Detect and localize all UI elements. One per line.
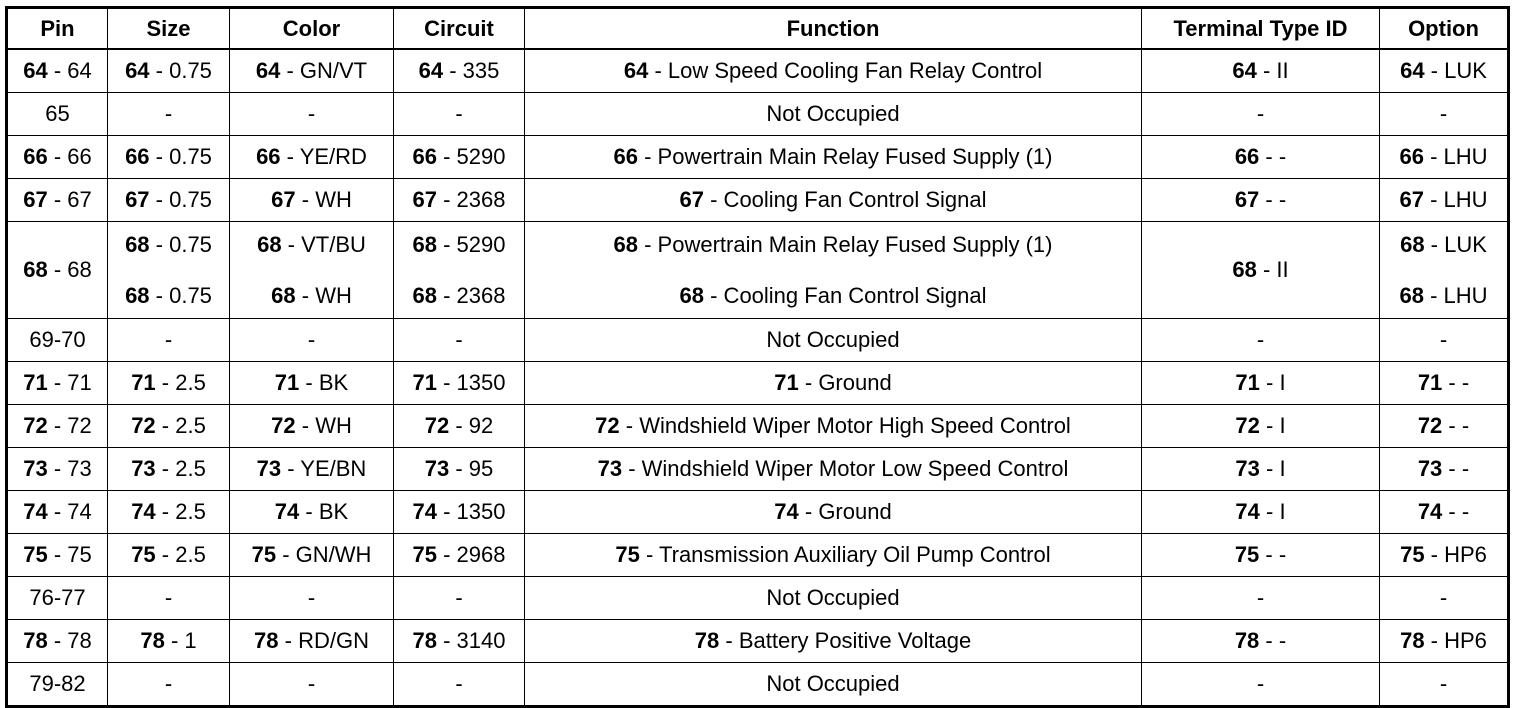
cell-terminal-type-id xyxy=(1142,93,1380,136)
pin-number: 68 xyxy=(1400,231,1425,257)
cell-function xyxy=(525,136,1142,179)
pin-number: 64 xyxy=(255,58,281,84)
cell-option xyxy=(1380,222,1509,319)
cell-color xyxy=(230,49,394,93)
cell-color xyxy=(230,362,394,405)
cell-value: Not Occupied xyxy=(766,585,900,611)
cell-value: - 73 xyxy=(47,456,92,482)
pin-number: 78 xyxy=(412,628,437,654)
table-row xyxy=(7,136,1509,179)
cell-option xyxy=(1380,620,1509,663)
cell-terminal-type-id xyxy=(1142,362,1380,405)
cell-option xyxy=(1380,362,1509,405)
pin-number: 75 xyxy=(1400,542,1425,568)
cell-value: - I xyxy=(1259,370,1286,396)
cell-circuit xyxy=(394,179,525,222)
cell-value: - 67 xyxy=(47,187,92,213)
cell-size xyxy=(108,448,230,491)
cell-value: - 68 xyxy=(47,257,92,283)
table-row xyxy=(7,49,1509,93)
cell-terminal-type-id xyxy=(1142,663,1380,707)
pin-number: 68 xyxy=(412,283,437,308)
cell-value: - LHU xyxy=(1423,283,1488,308)
cell-terminal-type-id xyxy=(1142,222,1380,319)
cell-value: - xyxy=(307,585,316,611)
cell-value: - xyxy=(1439,327,1448,353)
pin-number: 68 xyxy=(23,257,48,283)
cell-circuit xyxy=(394,534,525,577)
pin-number: 68 xyxy=(1232,257,1257,283)
pin-number: 74 xyxy=(774,499,799,525)
cell-function xyxy=(525,362,1142,405)
cell-value: - WH xyxy=(295,187,352,213)
cell-value: - 2968 xyxy=(436,542,506,568)
cell-function xyxy=(525,663,1142,707)
cell-circuit xyxy=(394,136,525,179)
col-header-function: Function xyxy=(525,8,1142,50)
cell-size xyxy=(108,491,230,534)
pin-number: 68 xyxy=(271,283,296,308)
cell-circuit xyxy=(394,362,525,405)
cell-value: - BK xyxy=(299,370,349,396)
cell-value: - Ground xyxy=(798,370,892,396)
cell-option xyxy=(1380,491,1509,534)
cell-value: - 64 xyxy=(47,58,92,84)
cell-value: - xyxy=(1439,671,1448,697)
cell-color xyxy=(230,620,394,663)
col-header-option: Option xyxy=(1380,8,1509,50)
cell-pin xyxy=(7,222,108,319)
cell-function xyxy=(525,448,1142,491)
table-row xyxy=(7,179,1509,222)
pin-number: 72 xyxy=(131,413,156,439)
cell-color xyxy=(230,577,394,620)
cell-value: - xyxy=(455,327,463,353)
pin-number: 64 xyxy=(623,58,649,84)
col-header-terminal-type-id: Terminal Type ID xyxy=(1142,8,1380,50)
cell-color xyxy=(230,491,394,534)
pin-number: 73 xyxy=(131,456,156,482)
pin-number: 75 xyxy=(131,542,156,568)
cell-value: - xyxy=(1256,327,1265,353)
cell-value: - - xyxy=(1442,413,1470,439)
cell-value: - HP6 xyxy=(1424,628,1487,654)
col-header-circuit: Circuit xyxy=(394,8,525,50)
cell-value: - - xyxy=(1259,144,1287,170)
pin-number: 64 xyxy=(1400,58,1425,84)
cell-value: - 3140 xyxy=(436,628,506,654)
cell-value: - xyxy=(164,585,173,611)
cell-value: - 72 xyxy=(47,413,92,439)
cell-pin xyxy=(7,136,108,179)
cell-terminal-type-id xyxy=(1142,534,1380,577)
cell-function xyxy=(525,319,1142,362)
pin-number: 71 xyxy=(412,370,437,396)
pin-number: 74 xyxy=(274,499,300,525)
table-row xyxy=(7,620,1509,663)
cell-value: - 2.5 xyxy=(155,499,206,525)
cell-size xyxy=(108,362,230,405)
cell-value: - 1350 xyxy=(436,370,506,396)
table-row xyxy=(7,222,1509,319)
col-header-pin: Pin xyxy=(7,8,108,50)
cell-function xyxy=(525,179,1142,222)
cell-value: 65 xyxy=(45,101,70,127)
pin-number: 66 xyxy=(23,144,48,170)
table-row xyxy=(7,405,1509,448)
cell-value: - 95 xyxy=(449,456,494,482)
cell-terminal-type-id xyxy=(1142,620,1380,663)
pin-number: 68 xyxy=(613,231,638,257)
pin-number: 68 xyxy=(257,231,282,257)
cell-color xyxy=(230,319,394,362)
cell-size xyxy=(108,577,230,620)
connector-pinout-table xyxy=(5,6,1510,708)
pin-number: 75 xyxy=(412,542,437,568)
cell-function xyxy=(525,222,1142,319)
pin-number: 75 xyxy=(251,542,277,568)
cell-value: - - xyxy=(1259,187,1287,213)
cell-value: - HP6 xyxy=(1424,542,1487,568)
pin-number: 72 xyxy=(1417,413,1443,439)
cell-value: - 2.5 xyxy=(155,456,206,482)
table-row xyxy=(7,663,1509,707)
pin-number: 68 xyxy=(1399,283,1424,308)
cell-value: - xyxy=(164,671,173,697)
cell-value: - 2.5 xyxy=(155,542,206,568)
pin-number: 78 xyxy=(140,628,165,654)
pin-number: 67 xyxy=(1234,187,1260,213)
cell-value: - Battery Positive Voltage xyxy=(719,628,972,654)
cell-size xyxy=(108,49,230,93)
cell-value: - - xyxy=(1259,542,1287,568)
cell-option xyxy=(1380,136,1509,179)
cell-size xyxy=(108,663,230,707)
cell-value: - Ground xyxy=(798,499,892,525)
pin-number: 73 xyxy=(597,456,623,482)
cell-value: - 0.75 xyxy=(149,144,212,170)
cell-function xyxy=(525,49,1142,93)
cell-value: - Powertrain Main Relay Fused Supply (1) xyxy=(637,231,1053,257)
cell-circuit xyxy=(394,491,525,534)
pin-number: 66 xyxy=(1234,144,1260,170)
cell-value: - - xyxy=(1442,499,1470,525)
cell-function xyxy=(525,620,1142,663)
pin-number: 73 xyxy=(1417,456,1443,482)
cell-function xyxy=(525,534,1142,577)
cell-value: - GN/WH xyxy=(276,542,372,568)
cell-value: - 2368 xyxy=(436,283,506,308)
pin-number: 78 xyxy=(1400,628,1425,654)
cell-value: 79-82 xyxy=(29,671,86,697)
cell-value: - II xyxy=(1256,257,1289,283)
cell-pin xyxy=(7,663,108,707)
cell-pin xyxy=(7,577,108,620)
col-header-color: Color xyxy=(230,8,394,50)
cell-size xyxy=(108,620,230,663)
cell-circuit xyxy=(394,448,525,491)
cell-circuit xyxy=(394,663,525,707)
pin-number: 66 xyxy=(412,144,437,170)
pin-number: 72 xyxy=(424,413,450,439)
cell-color xyxy=(230,448,394,491)
cell-color xyxy=(230,222,394,319)
cell-value: - xyxy=(455,101,463,127)
cell-value: - xyxy=(164,327,173,353)
pin-number: 71 xyxy=(131,370,156,396)
cell-value: - 71 xyxy=(47,370,92,396)
pin-number: 64 xyxy=(1232,58,1257,84)
cell-size xyxy=(108,136,230,179)
cell-terminal-type-id xyxy=(1142,319,1380,362)
cell-value: - xyxy=(455,671,463,697)
cell-value: 76-77 xyxy=(29,585,86,611)
cell-value: - GN/VT xyxy=(280,58,368,84)
cell-value: - 0.75 xyxy=(149,231,212,257)
cell-option xyxy=(1380,319,1509,362)
cell-value: - xyxy=(1256,671,1265,697)
cell-value: - xyxy=(307,327,316,353)
cell-value: - - xyxy=(1442,456,1470,482)
cell-value: - - xyxy=(1442,370,1470,396)
cell-value: - YE/BN xyxy=(281,456,367,482)
cell-pin xyxy=(7,49,108,93)
pin-number: 67 xyxy=(1399,187,1424,213)
cell-color xyxy=(230,405,394,448)
pin-number: 71 xyxy=(274,370,300,396)
cell-value: - 0.75 xyxy=(149,58,212,84)
cell-option xyxy=(1380,179,1509,222)
cell-value: - 92 xyxy=(449,413,494,439)
table-row xyxy=(7,362,1509,405)
pin-number: 64 xyxy=(23,58,48,84)
cell-value: - I xyxy=(1259,456,1286,482)
table-row xyxy=(7,534,1509,577)
table-row xyxy=(7,93,1509,136)
cell-value: - xyxy=(1439,585,1448,611)
cell-value: Not Occupied xyxy=(766,101,900,127)
cell-size xyxy=(108,93,230,136)
cell-option xyxy=(1380,577,1509,620)
cell-circuit xyxy=(394,405,525,448)
pin-number: 68 xyxy=(125,231,150,257)
pin-number: 74 xyxy=(1235,499,1260,525)
cell-value: - WH xyxy=(295,413,352,439)
cell-option xyxy=(1380,49,1509,93)
pin-number: 75 xyxy=(615,542,640,568)
cell-option xyxy=(1380,93,1509,136)
cell-pin xyxy=(7,179,108,222)
table-row xyxy=(7,577,1509,620)
cell-value: - 335 xyxy=(443,58,500,84)
pin-number: 67 xyxy=(125,187,150,213)
cell-value: - 5290 xyxy=(436,144,506,170)
cell-value: - - xyxy=(1259,628,1287,654)
cell-value: - xyxy=(307,101,316,127)
pin-number: 74 xyxy=(1417,499,1443,525)
cell-value: - 0.75 xyxy=(149,283,212,308)
cell-value: 69-70 xyxy=(29,327,86,353)
pin-number: 73 xyxy=(256,456,282,482)
cell-function xyxy=(525,577,1142,620)
pin-number: 67 xyxy=(679,187,704,213)
cell-color xyxy=(230,136,394,179)
pin-number: 71 xyxy=(774,370,799,396)
cell-function xyxy=(525,405,1142,448)
cell-value: Not Occupied xyxy=(766,671,900,697)
col-header-size: Size xyxy=(108,8,230,50)
pin-number: 68 xyxy=(412,231,437,257)
pin-number: 75 xyxy=(23,542,48,568)
pin-number: 74 xyxy=(131,499,156,525)
pin-number: 73 xyxy=(424,456,450,482)
pin-number: 71 xyxy=(1417,370,1443,396)
cell-value: - 78 xyxy=(47,628,92,654)
pin-number: 74 xyxy=(23,499,48,525)
cell-circuit xyxy=(394,620,525,663)
cell-value: Not Occupied xyxy=(766,327,900,353)
cell-color xyxy=(230,93,394,136)
cell-size xyxy=(108,222,230,319)
cell-value: - xyxy=(1256,101,1265,127)
table-row xyxy=(7,448,1509,491)
cell-value: - YE/RD xyxy=(280,144,367,170)
cell-function xyxy=(525,491,1142,534)
pin-number: 71 xyxy=(1235,370,1260,396)
pin-number: 72 xyxy=(1235,413,1260,439)
table-row xyxy=(7,319,1509,362)
cell-value: - LUK xyxy=(1424,58,1487,84)
cell-value: - BK xyxy=(299,499,349,525)
pin-number: 78 xyxy=(254,628,279,654)
cell-terminal-type-id xyxy=(1142,49,1380,93)
cell-pin xyxy=(7,448,108,491)
pin-number: 67 xyxy=(23,187,48,213)
cell-value: - I xyxy=(1259,413,1286,439)
cell-terminal-type-id xyxy=(1142,448,1380,491)
cell-value: - Cooling Fan Control Signal xyxy=(704,283,987,308)
cell-value: - LHU xyxy=(1423,144,1488,170)
cell-value: - Windshield Wiper Motor Low Speed Control xyxy=(622,456,1069,482)
cell-color xyxy=(230,179,394,222)
table-row xyxy=(7,491,1509,534)
cell-value: - WH xyxy=(295,283,352,308)
cell-circuit xyxy=(394,93,525,136)
pin-number: 68 xyxy=(125,283,150,308)
cell-value: - LHU xyxy=(1423,187,1488,213)
pin-number: 66 xyxy=(1399,144,1424,170)
cell-value: - VT/BU xyxy=(281,231,366,257)
cell-pin xyxy=(7,534,108,577)
cell-pin xyxy=(7,93,108,136)
cell-value: - 66 xyxy=(47,144,92,170)
cell-function xyxy=(525,93,1142,136)
cell-value: - 1 xyxy=(164,628,197,654)
pin-number: 67 xyxy=(271,187,296,213)
pin-number: 78 xyxy=(23,628,48,654)
pin-number: 74 xyxy=(412,499,437,525)
cell-size xyxy=(108,319,230,362)
cell-circuit xyxy=(394,49,525,93)
pin-number: 68 xyxy=(679,283,704,308)
pin-number: 72 xyxy=(23,413,48,439)
pin-number: 73 xyxy=(23,456,48,482)
pin-number: 73 xyxy=(1235,456,1260,482)
cell-pin xyxy=(7,620,108,663)
cell-value: - RD/GN xyxy=(278,628,369,654)
pin-number: 66 xyxy=(125,144,150,170)
cell-value: - I xyxy=(1259,499,1286,525)
cell-value: - 5290 xyxy=(436,231,506,257)
cell-value: - Transmission Auxiliary Oil Pump Control xyxy=(639,542,1051,568)
cell-value: - 75 xyxy=(47,542,92,568)
pin-number: 71 xyxy=(23,370,48,396)
cell-pin xyxy=(7,319,108,362)
cell-color xyxy=(230,534,394,577)
pin-number: 78 xyxy=(1234,628,1260,654)
pin-number: 67 xyxy=(412,187,437,213)
cell-option xyxy=(1380,405,1509,448)
cell-value: - 0.75 xyxy=(149,187,212,213)
pin-number: 72 xyxy=(271,413,296,439)
cell-terminal-type-id xyxy=(1142,405,1380,448)
cell-value: - xyxy=(307,671,316,697)
cell-option xyxy=(1380,663,1509,707)
pin-number: 64 xyxy=(418,58,444,84)
cell-value: - 74 xyxy=(47,499,92,525)
cell-value: - II xyxy=(1256,58,1289,84)
cell-circuit xyxy=(394,222,525,319)
cell-option xyxy=(1380,534,1509,577)
cell-terminal-type-id xyxy=(1142,136,1380,179)
cell-option xyxy=(1380,448,1509,491)
cell-pin xyxy=(7,491,108,534)
cell-value: - xyxy=(1256,585,1265,611)
cell-pin xyxy=(7,362,108,405)
cell-value: - xyxy=(164,101,173,127)
cell-value: - xyxy=(455,585,463,611)
cell-value: - Windshield Wiper Motor High Speed Control xyxy=(619,413,1071,439)
cell-circuit xyxy=(394,577,525,620)
header-row xyxy=(7,8,1509,50)
cell-terminal-type-id xyxy=(1142,179,1380,222)
cell-circuit xyxy=(394,319,525,362)
pin-number: 78 xyxy=(694,628,720,654)
cell-color xyxy=(230,663,394,707)
cell-value: - Powertrain Main Relay Fused Supply (1) xyxy=(637,144,1053,170)
cell-pin xyxy=(7,405,108,448)
cell-value: - 2.5 xyxy=(155,413,206,439)
cell-value: - Low Speed Cooling Fan Relay Control xyxy=(648,58,1043,84)
cell-value: - xyxy=(1439,101,1448,127)
pin-number: 75 xyxy=(1234,542,1260,568)
cell-value: - 2368 xyxy=(436,187,506,213)
pin-number: 66 xyxy=(256,144,281,170)
cell-size xyxy=(108,534,230,577)
pin-number: 64 xyxy=(125,58,150,84)
cell-terminal-type-id xyxy=(1142,577,1380,620)
pin-number: 66 xyxy=(613,144,638,170)
cell-value: - LUK xyxy=(1424,231,1487,257)
pin-number: 72 xyxy=(595,413,620,439)
cell-value: - 1350 xyxy=(436,499,506,525)
cell-size xyxy=(108,405,230,448)
cell-size xyxy=(108,179,230,222)
cell-value: - 2.5 xyxy=(155,370,206,396)
cell-value: - Cooling Fan Control Signal xyxy=(704,187,987,213)
cell-terminal-type-id xyxy=(1142,491,1380,534)
